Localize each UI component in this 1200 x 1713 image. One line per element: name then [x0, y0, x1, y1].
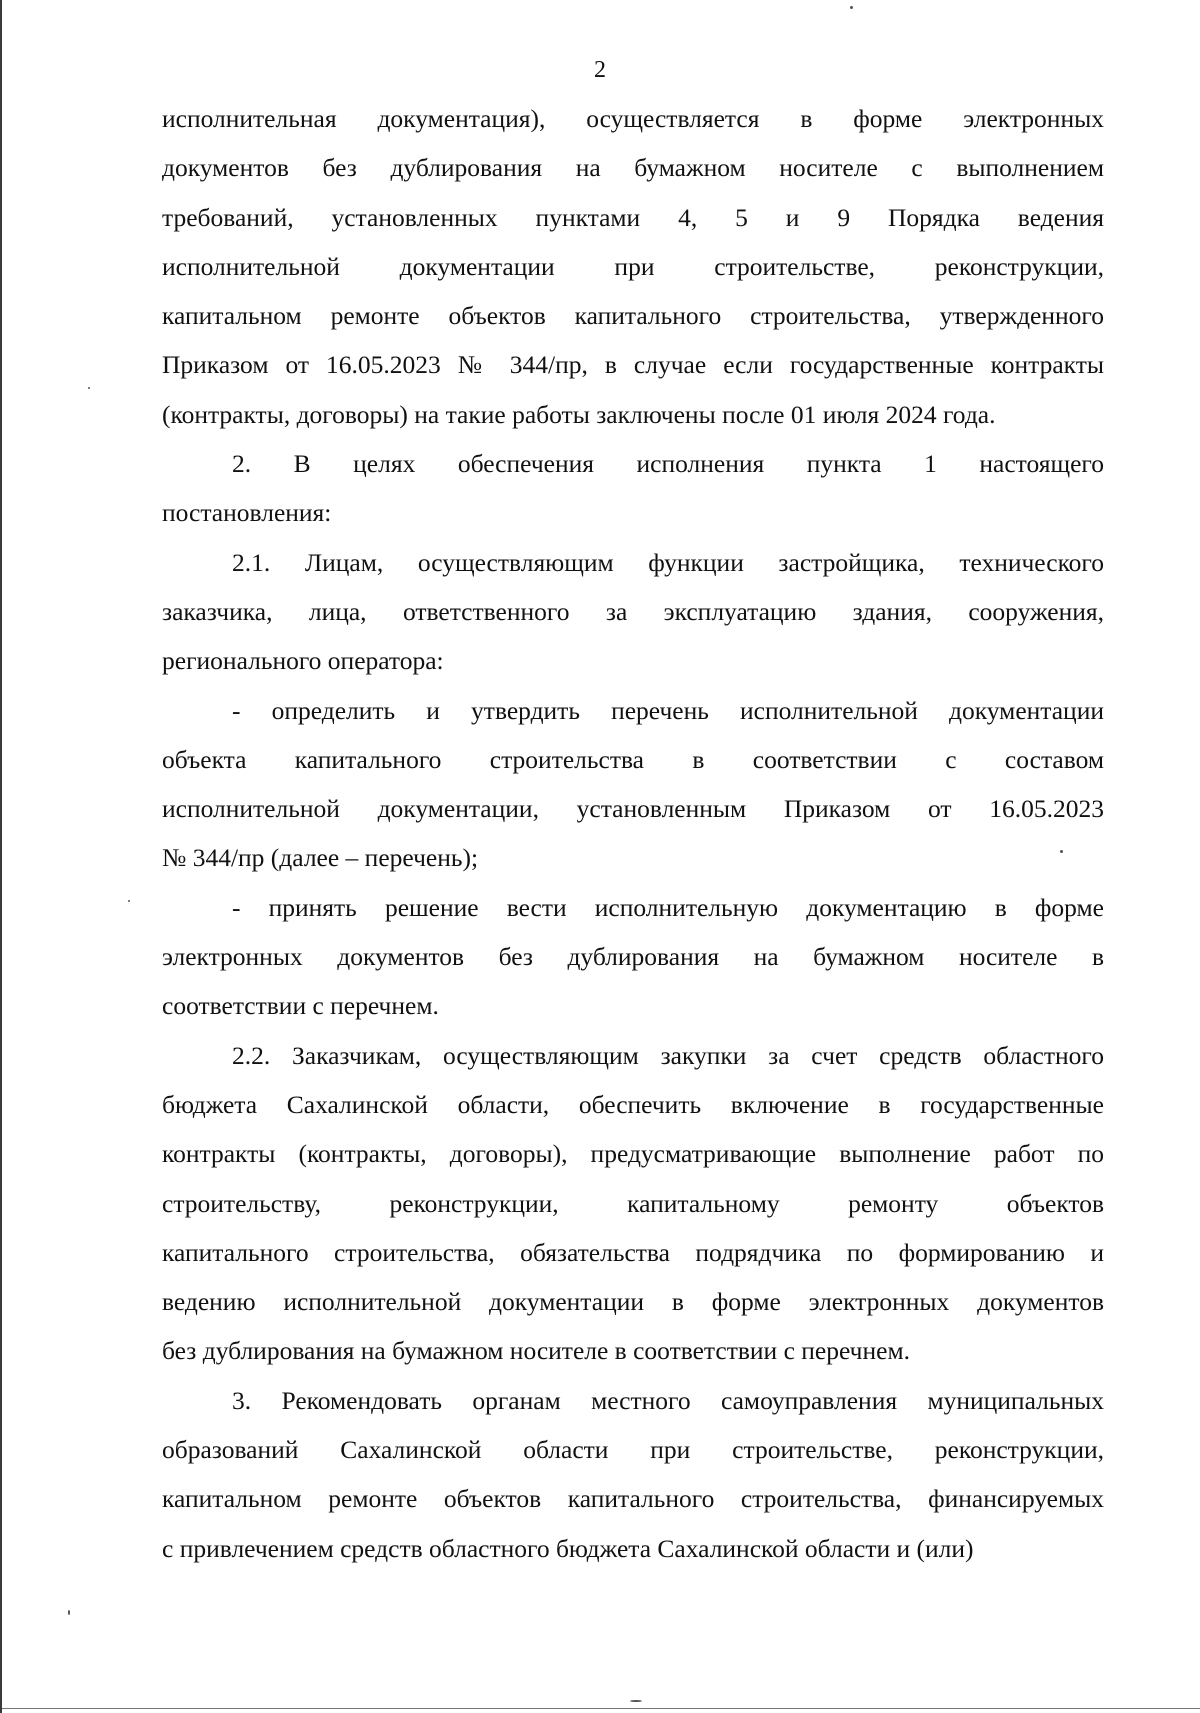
- text-line: капитального строительства, обязательства подрядчика по формированию и: [162, 1237, 1104, 1267]
- paragraph: [162, 1031, 1104, 1376]
- text-line: электронных документов без дублирования на бумажном носителе в: [162, 942, 1104, 972]
- text-line: капитальном ремонте объектов капитального строительства, финансируемых: [162, 1484, 1104, 1514]
- text-line: постановления:: [162, 498, 332, 528]
- text-line: контракты (контракты, договоры), предусматривающие выполнение работ по: [162, 1139, 1104, 1169]
- paragraph: [162, 94, 1104, 439]
- scan-left-edge: [0, 0, 2, 1713]
- scan-speck: [1060, 850, 1063, 853]
- text-line: - принять решение вести исполнительную документацию в форме: [232, 892, 1104, 922]
- text-line: бюджета Сахалинской области, обеспечить включение в государственные: [162, 1089, 1104, 1119]
- text-line: заказчика, лица, ответственного за эксплуатацию здания, сооружения,: [162, 596, 1104, 626]
- text-line: образований Сахалинской области при строительстве, реконструкции,: [162, 1435, 1104, 1465]
- text-line: 2. В целях обеспечения исполнения пункта 1 настоящего: [232, 449, 1104, 479]
- scan-bottom-edge: [0, 1708, 1200, 1709]
- text-line: соответствии с перечнем.: [162, 991, 439, 1021]
- paragraph: [162, 1376, 1104, 1573]
- scan-speck: [88, 387, 90, 389]
- text-line: без дублирования на бумажном носителе в соответствии с перечнем.: [162, 1336, 910, 1366]
- text-line: документов без дублирования на бумажном носителе с выполнением: [162, 153, 1104, 183]
- text-line: ведению исполнительной документации в форме электронных документов: [162, 1287, 1104, 1317]
- text-line: исполнительная документация), осуществляется в форме электронных: [162, 104, 1104, 133]
- scan-speck: [68, 1610, 70, 1615]
- scan-speck: [128, 900, 130, 902]
- document-body: [162, 94, 1104, 1573]
- paragraph: [162, 439, 1104, 538]
- text-line: 2.1. Лицам, осуществляющим функции застройщика, технического: [232, 547, 1104, 577]
- scan-speck: [850, 6, 853, 9]
- text-line: исполнительной документации, установленным Приказом от 16.05.2023: [162, 794, 1104, 824]
- page-number: 2: [594, 57, 606, 83]
- paragraph: [162, 538, 1104, 686]
- text-line: Приказом от 16.05.2023 № 344/пр, в случае если государственные контракты: [162, 350, 1104, 380]
- scan-speck: [630, 1700, 642, 1702]
- text-line: исполнительной документации при строительстве, реконструкции,: [162, 251, 1104, 281]
- text-line: строительству, реконструкции, капитальному ремонту объектов: [162, 1188, 1104, 1218]
- text-line: с привлечением средств областного бюджета Сахалинской области и (или): [162, 1533, 974, 1563]
- text-line: требований, установленных пунктами 4, 5 и 9 Порядка ведения: [162, 202, 1104, 232]
- text-line: капитальном ремонте объектов капитального строительства, утвержденного: [162, 301, 1104, 331]
- text-line: 3. Рекомендовать органам местного самоуправления муниципальных: [232, 1385, 1104, 1415]
- text-line: (контракты, договоры) на такие работы заключены после 01 июля 2024 года.: [162, 399, 996, 429]
- text-line: объекта капитального строительства в соответствии с составом: [162, 744, 1104, 774]
- text-line: 2.2. Заказчикам, осуществляющим закупки за счет средств областного: [232, 1040, 1104, 1070]
- paragraph: [162, 883, 1104, 1031]
- text-line: № 344/пр (далее – перечень);: [162, 843, 479, 873]
- text-line: регионального оператора:: [162, 646, 444, 676]
- paragraph: [162, 686, 1104, 883]
- text-line: - определить и утвердить перечень исполнительной документации: [232, 695, 1104, 725]
